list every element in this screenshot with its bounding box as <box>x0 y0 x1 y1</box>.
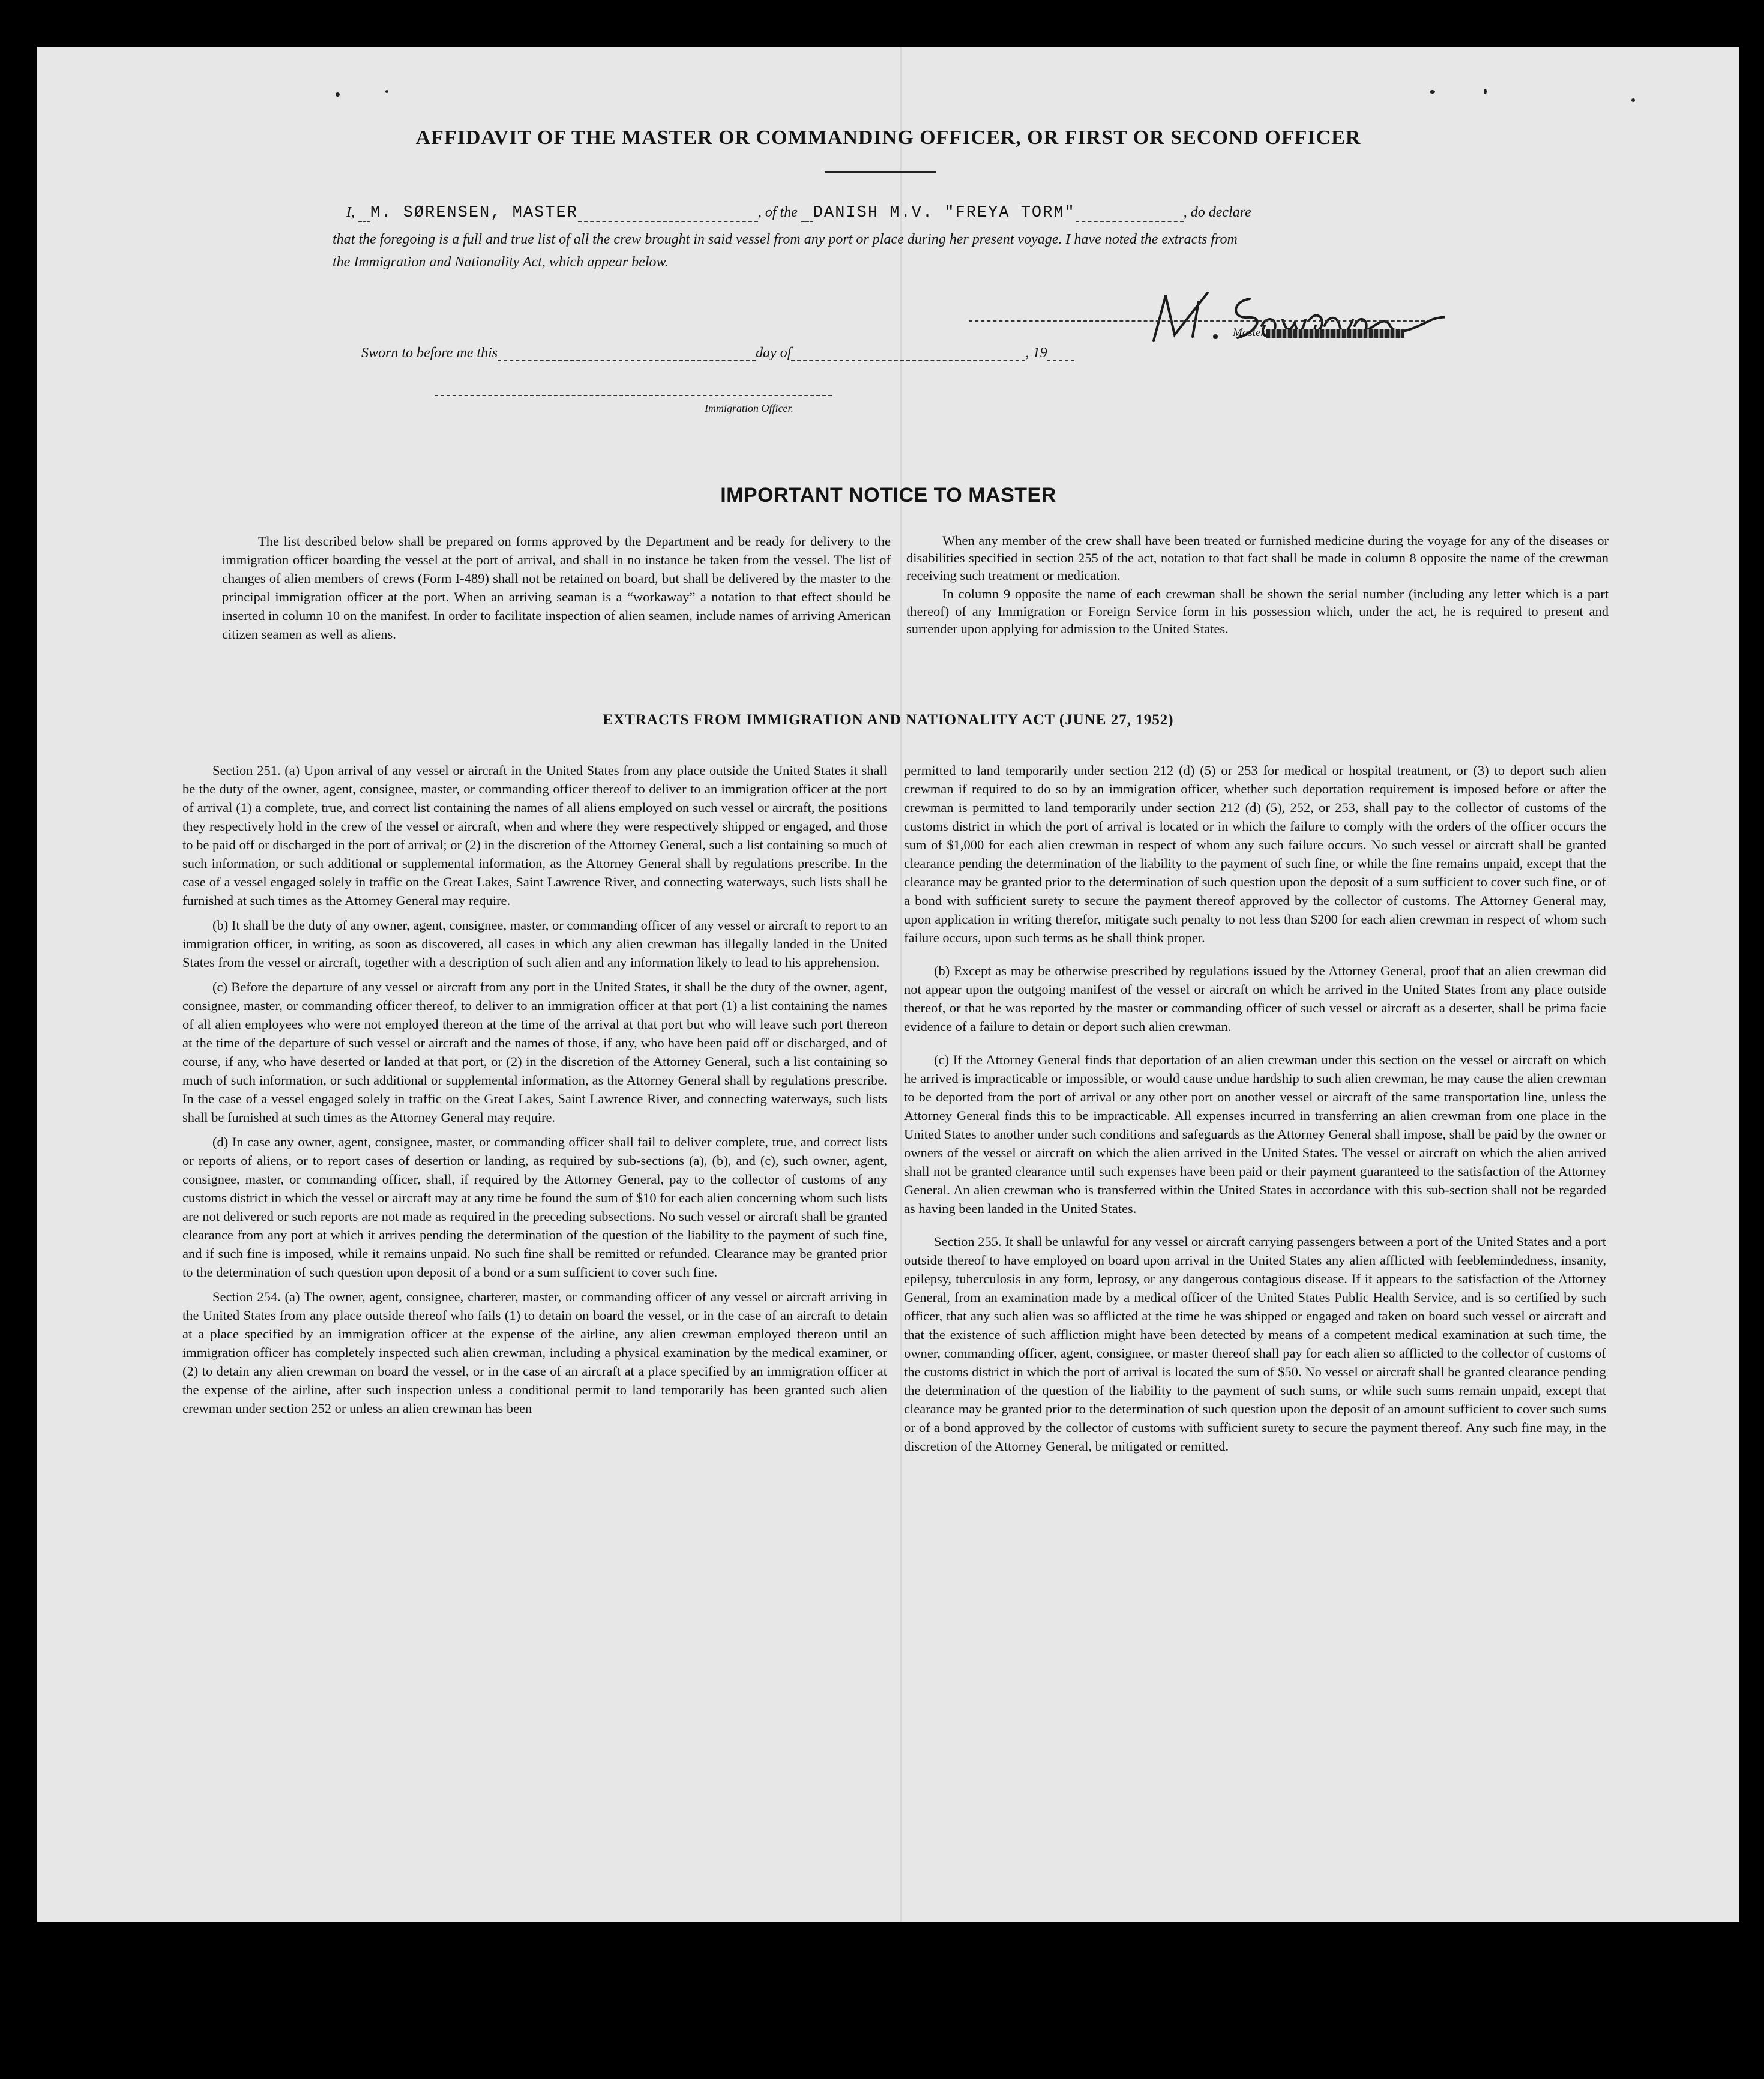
title-rule <box>825 171 936 173</box>
speck <box>385 90 388 93</box>
speck <box>1484 89 1487 94</box>
section-254-a-continued: permitted to land temporarily under section 212 (d) (5) or 253 for medical or hospital treatment, or (3) to deport such alien crewman if required to do so by an immigration officer, whether such deportation requirement is imposed before or after the crewman is permitted to land temporarily under section 212 (d) (5), 252, or 253, shall pay to the collector of customs of the customs district in which the port of arrival is located or in which the failure to comply with the orders of the officer occurs the sum of $1,000 for each alien crewman in respect of whom any such failure occurs. No such vessel or aircraft shall be granted clearance pending the determination of the liability to the payment of such fine, or while the fine remains unpaid, except that the clearance may be granted prior to the determination of such question upon the deposit of a sum sufficient to cover such fine, or of a bond with sufficient surety to secure the payment thereof approved by the collector of customs. The Attorney General may, upon application in writing therefor, mitigate such penalty to not less than $200 for each alien crewman in respect of whom such failure occurs, upon such terms as he shall think proper. <box>904 763 1606 945</box>
affidavit-title: AFFIDAVIT OF THE MASTER OR COMMANDING OFFICER, OR FIRST OR SECOND OFFICER <box>415 127 1361 149</box>
declaration-line-1 <box>346 204 1481 222</box>
dash-fill <box>498 344 756 361</box>
year-label: , 19 <box>1025 345 1047 361</box>
section-254-b: (b) Except as may be otherwise prescribed by regulations issued by the Attorney General, proof that an alien crewman did not appear upon the outgoing manifest of the vessel or aircraft on which he arrived in the United States from any place outside thereof, or that he was reported by the master or commanding officer of such vessel or aircraft as a deserter, shall be prima facie evidence of a failure to detain or deport such alien crewman. <box>904 963 1606 1034</box>
day-of-label: day of <box>756 345 792 361</box>
notice-right-column <box>906 532 1609 643</box>
dash-fill <box>358 205 370 222</box>
section-251-a: Section 251. (a) Upon arrival of any vessel or aircraft in the United States from any place outside the United States it shall be the duty of the owner, agent, consignee, master, or commanding officer thereof to deliver to an immigration officer at the port of arrival (1) a complete, true, and correct list containing the names of all aliens employed on such vessel or aircraft, the positions they respectively hold in the crew of the vessel or aircraft, when and where they were respectively shipped or engaged, and those to be paid off or discharged in the port of arrival; or (2) in the discretion of the Attorney General, such a list containing so much of such information, or such additional or supplemental information, as the Attorney General shall by regulations prescribe. In the case of a vessel engaged solely in traffic on the Great Lakes, Saint Lawrence River, and connecting waterways, such lists shall be furnished at such times as the Attorney General may require. <box>182 763 887 908</box>
declaration-line-3: the Immigration and Nationality Act, which appear below. <box>333 254 669 270</box>
dash-fill <box>801 205 813 222</box>
sworn-label: Sworn to before me this <box>361 345 498 361</box>
dash-fill <box>1047 344 1074 361</box>
vessel-field: DANISH M.V. "FREYA TORM" <box>813 204 1076 222</box>
notice-left-column <box>222 532 891 649</box>
notice-paragraph: In column 9 opposite the name of each crewman shall be shown the serial number (including any letter which is a part thereof) of any Immigration or Foreign Service form in his possession which, under the act, he is required to present and surrender upon applying for admission to the United States. <box>906 586 1609 636</box>
declaration-line-2: that the foregoing is a full and true list of all the crew brought in said vessel from any port or place during her present voyage. I have noted the extracts from <box>333 232 1238 247</box>
sworn-line <box>361 344 1074 361</box>
signature-caption: Master <box>1233 326 1404 340</box>
dash-fill <box>791 344 1025 361</box>
struck-out-title <box>1266 329 1404 338</box>
dash-fill <box>578 205 758 222</box>
extracts-right-column <box>904 761 1606 1461</box>
extracts-title: EXTRACTS FROM IMMIGRATION AND NATIONALITY ACT (JUNE 27, 1952) <box>603 712 1174 728</box>
signature-line <box>969 320 1425 322</box>
extracts-left-column <box>182 761 887 1424</box>
section-251-c: (c) Before the departure of any vessel or aircraft from any port in the United States, it shall be the duty of the owner, agent, consignee, master, or commanding officer thereof, to deliver to an immigration officer at that port (1) a list containing the names of all alien employees who were not employed thereon at the time of the arrival at that port but who will leave such port thereon at the time of the departure of such vessel or aircraft and the names of those, if any, who have been paid off or discharged, and of course, if any, who have deserted or landed at that port, or (2) in the discretion of the Attorney General, such a list containing so much of such information, or such additional or supplemental information, as the Attorney General shall by regulations prescribe. In the case of a vessel engaged solely in traffic on the Great Lakes, Saint Lawrence River, and connecting waterways, such lists shall be furnished at such times as the Attorney General may require. <box>182 979 887 1125</box>
fold-crease <box>900 47 902 1922</box>
speck <box>1430 90 1435 94</box>
section-251-d: (d) In case any owner, agent, consignee, master, or commanding officer shall fail to deliver complete, true, and correct lists or reports of aliens, or to report cases of desertion or landing, as required by sub-sections (a), (b), and (c), such owner, agent, consignee, master, or commanding officer, shall, if required by the Attorney General, pay to the collector of customs of any customs district in which the vessel or aircraft may at any time be found the sum of $10 for each alien concerning whom such lists are not delivered or such reports are not made as required in the preceding subsections. No such vessel or aircraft shall be granted clearance from any port at which it arrives pending the determination of the question of the liability to the payment of such fine, and if such fine is imposed, while it remains unpaid. No such fine shall be remitted or refunded. Clearance may be granted prior to the determination of such question upon deposit of a bond or a sum sufficient to cover such fine. <box>182 1134 887 1280</box>
speck <box>336 92 340 97</box>
officer-caption: Immigration Officer. <box>705 402 793 414</box>
section-251-b: (b) It shall be the duty of any owner, agent, consignee, master, or commanding officer of any vessel or aircraft to report to an immigration officer, in writing, as soon as discovered, all cases in which any alien crewman has illegally landed in the United States from the vessel or aircraft, together with a description of such alien and any information likely to lead to his apprehension. <box>182 918 887 970</box>
section-255: Section 255. It shall be unlawful for any vessel or aircraft carrying passengers between a port of the United States and a port outside thereof to have employed on board upon arrival in the United States any alien afflicted with feeblemindedness, insanity, epilepsy, tuberculosis in any form, leprosy, or any dangerous contagious disease. If it appears to the satisfaction of the Attorney General, from an examination made by a medical officer of the United States Public Health Service, and is so certified by such officer, that any such alien was so afflicted at the time he was shipped or engaged and taken on board such vessel or aircraft and that the existence of such affliction might have been detected by means of a competent medical examination at such time, the owner, commanding officer, agent, consignee, or master thereof shall pay for each alien so afflicted to the collector of customs of the customs district in which the port of arrival is located the sum of $50. No vessel or aircraft shall be granted clearance pending the determination of the question of the liability to the payment of such sums, or while such sums remain unpaid, except that clearance may be granted prior to the determination of such question upon the deposit of an amount sufficient to cover such sums or of a bond approved by the collector of customs with sufficient surety to secure the payment thereof. Any such fine may, in the discretion of the Attorney General, be mitigated or remitted. <box>904 1234 1606 1454</box>
section-254-c: (c) If the Attorney General finds that deportation of an alien crewman under this section on the vessel or aircraft on which he arrived is impracticable or impossible, or would cause undue hardship to such alien crewman, he may cause the alien crewman to be deported from the port of arrival or any other port on another vessel or aircraft of the same transportation line, unless the Attorney General finds this to be impracticable. All expenses incurred in transferring an alien crewman from one place in the United States to another under such conditions and safeguards as the Attorney General shall impose, shall be paid by the owner or owners of the vessel or aircraft on which the alien arrived in the United States. The vessel or aircraft on which the alien arrived shall not be granted clearance until such expenses have been paid or their payment guaranteed to the satisfaction of the Attorney General. An alien crewman who is transferred within the United States in accordance with this sub-section shall not be regarded as having been landed in the United States. <box>904 1052 1606 1216</box>
dash-fill <box>1076 205 1184 222</box>
notice-paragraph: When any member of the crew shall have been treated or furnished medicine during the voyage for any of the diseases or disabilities specified in section 255 of the act, notation to that fact shall be made in column 8 opposite the name of the crewman receiving such treatment or medication. <box>906 533 1609 583</box>
master-name-field: M. SØRENSEN, MASTER <box>370 204 578 222</box>
speck <box>1631 98 1635 102</box>
of-the-label: , of the <box>757 205 798 220</box>
notice-paragraph: The list described below shall be prepared on forms approved by the Department and be ready for delivery to the immigration officer boarding the vessel at the port of arrival, and shall in no instance be taken from the vessel. The list of changes of alien members of crews (Form I-489) shall not be retained on board, but shall be delivered by the master to the principal immigration officer at the port. When an arriving seaman is a “workaway” a notation to that effect should be inserted in column 10 on the manifest. In order to facilitate inspection of alien seamen, include names of arriving American citizen seamen as well as aliens. <box>222 534 891 642</box>
do-declare-label: , do declare <box>1183 205 1251 220</box>
notice-title: IMPORTANT NOTICE TO MASTER <box>720 484 1056 507</box>
i-label: I, <box>346 205 355 220</box>
section-254-a: Section 254. (a) The owner, agent, consignee, charterer, master, or commanding officer of any vessel or aircraft arriving in the United States from any place outside thereof who fails (1) to detain on board the vessel, or in the case of an aircraft to detain at a place specified by an immigration officer at the expense of the airline, any alien crewman employed thereon until an immigration officer has completely inspected such alien crewman, including a physical examination by the medical examiner, or (2) to detain any alien crewman on board the vessel, or in the case of an aircraft at a place specified by an immigration officer at the expense of the airline, after such inspection unless a conditional permit to land temporarily has been granted such alien crewman under section 252 or unless an alien crewman has been <box>182 1289 887 1416</box>
officer-signature-line <box>435 395 832 396</box>
document-page <box>37 47 1739 1922</box>
